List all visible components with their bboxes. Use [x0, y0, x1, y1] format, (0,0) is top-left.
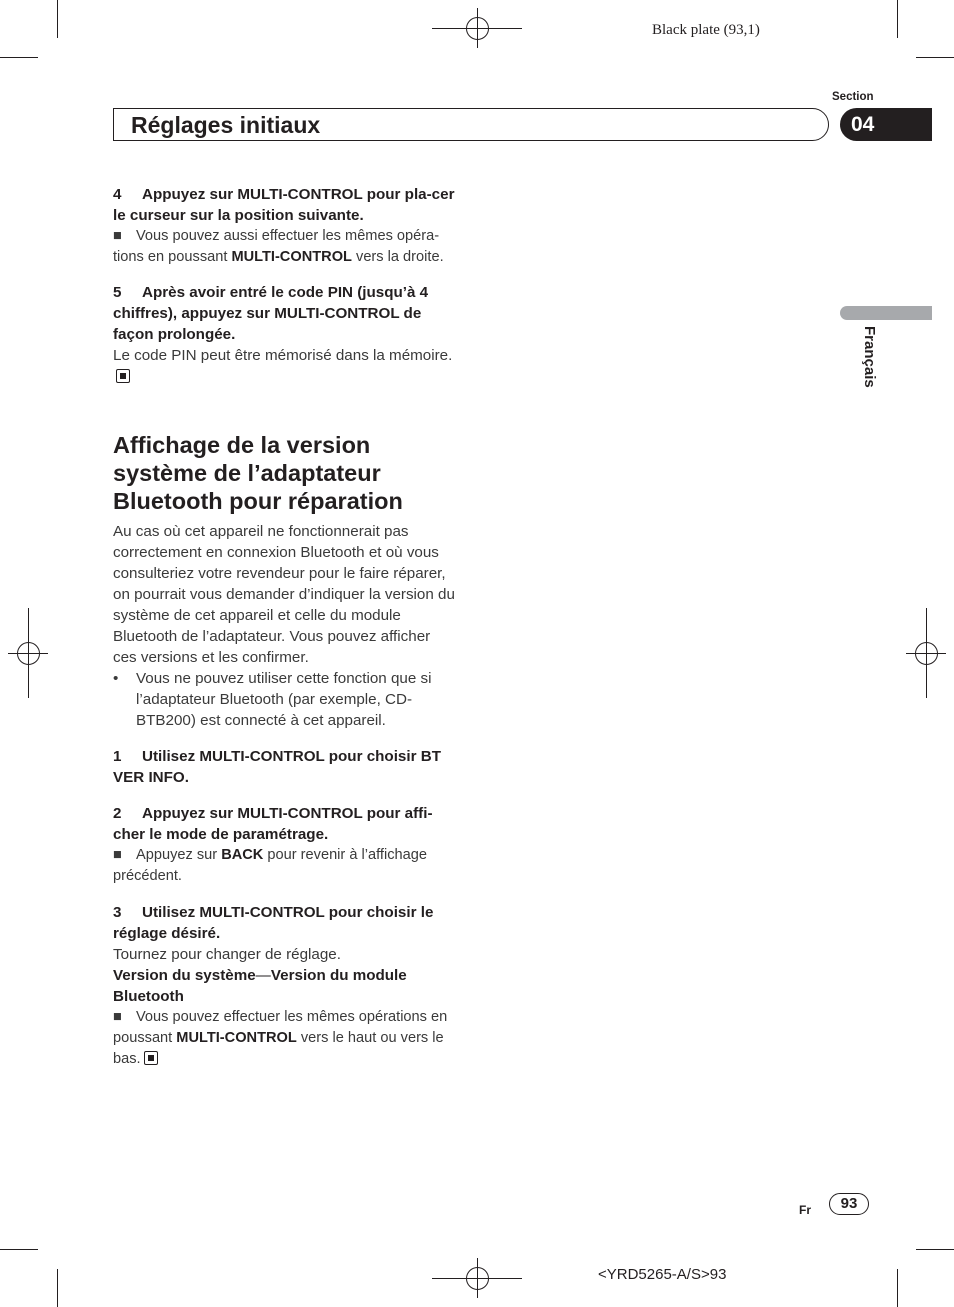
language-tab-label: Français [861, 326, 878, 388]
end-of-section-icon [116, 369, 130, 383]
step-number: 1 [113, 748, 122, 765]
note-text: Appuyez sur [136, 847, 222, 863]
section-heading: Affichage de la version système de l’adaptateur Bluetooth pour réparation [113, 432, 403, 514]
step-3-options [113, 965, 458, 1007]
note-text: Vous pouvez aussi effectuer les mêmes opéra-tions en poussant [113, 228, 440, 265]
end-of-section-icon [144, 1051, 158, 1065]
step-number: 3 [113, 904, 122, 921]
body-text: Le code PIN peut être mémorisé dans la mémoire. [113, 347, 453, 364]
bullet-dot-icon: • [113, 670, 119, 687]
note-bold: MULTI-CONTROL [231, 249, 352, 265]
step-number: 2 [113, 805, 122, 822]
note-text-end: pour revenir à l’affichage précédent. [113, 847, 427, 884]
bullet-text: Vous ne pouvez utiliser cette fonction que si l’adaptateur Bluetooth (par exemple, CD-BTB200) est connecté à cet appareil. [136, 670, 432, 729]
step-4-note [113, 226, 458, 268]
footer-language: Fr [799, 1203, 811, 1217]
section-number-badge: 04 [840, 108, 932, 141]
square-bullet-icon: ■ [113, 847, 122, 863]
note-text-end: vers la droite. [351, 249, 444, 265]
note-text: Vous pouvez effectuer les mêmes opérations en poussant [113, 1009, 448, 1046]
main-column [113, 184, 458, 1070]
page-number: 93 [829, 1193, 869, 1215]
step-2-note [113, 845, 458, 887]
step-5 [113, 282, 458, 345]
step-4 [113, 184, 458, 226]
plate-label: Black plate (93,1) [652, 22, 760, 38]
step-3-note [113, 1007, 458, 1070]
chapter-title: Réglages initiaux [131, 112, 321, 138]
square-bullet-icon: ■ [113, 228, 122, 244]
option-a: Version du système [113, 967, 256, 984]
note-text-end: vers le haut ou vers le bas. [113, 1030, 444, 1067]
step-number: 5 [113, 284, 122, 301]
document-id: <YRD5265-A/S>93 [598, 1266, 727, 1283]
step-3-body: Tournez pour changer de réglage. [113, 946, 341, 963]
intro-paragraph: Au cas où cet appareil ne fonctionnerait pas correctement en connexion Bluetooth et où vous consulteriez votre revendeur pour le faire réparer, on pourrait vous demander d’indiquer la version du système de cet appareil et celle du module Bluetooth de l’adaptateur. Vous pouvez afficher ces versions et les confirmer. [113, 523, 455, 666]
step-text: Utilisez MULTI-CONTROL pour choisir le réglage désiré. [113, 904, 434, 942]
note-bold: BACK [221, 847, 264, 863]
step-text: Utilisez MULTI-CONTROL pour choisir BT VER INFO. [113, 748, 441, 786]
section-label: Section [832, 91, 874, 103]
step-3 [113, 902, 458, 944]
option-b: Version du module Bluetooth [113, 967, 407, 1005]
option-separator: — [255, 967, 271, 984]
square-bullet-icon: ■ [113, 1009, 122, 1025]
step-text: Appuyez sur MULTI-CONTROL pour pla-cer le curseur sur la position suivante. [113, 186, 455, 224]
bullet-item [113, 668, 458, 731]
step-text: Appuyez sur MULTI-CONTROL pour affi-cher le mode de paramétrage. [113, 805, 433, 843]
note-bold: MULTI-CONTROL [176, 1030, 297, 1046]
step-text: Après avoir entré le code PIN (jusqu’à 4 chiffres), appuyez sur MULTI-CONTROL de façon prolongée. [113, 284, 429, 343]
step-number: 4 [113, 186, 122, 203]
step-2 [113, 803, 458, 845]
step-1 [113, 746, 458, 788]
step-5-body [113, 345, 458, 387]
language-tab-bar [840, 306, 932, 320]
